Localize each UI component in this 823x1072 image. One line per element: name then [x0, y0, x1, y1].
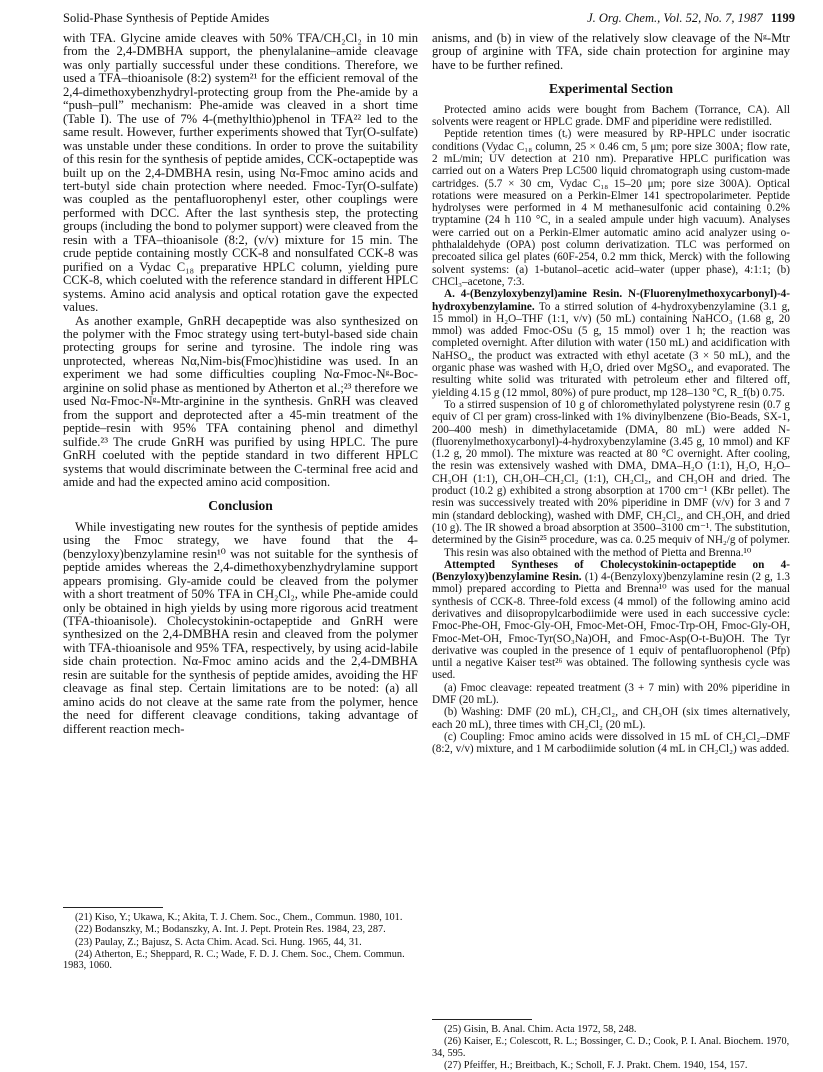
cycle-step: (b) Washing: DMF (20 mL), CH₂Cl₂, and CH₃OH (six times alternatively, each 20 mL), three times with CH₂Cl₂ (20 mL).: [432, 706, 790, 731]
body-paragraph: with TFA. Glycine amide cleaves with 50% TFA/CH₂Cl₂ in 10 min from the 2,4-DMBHA support, the phenylalanine–amide cleavage was only partially successful under these conditions. Therefore, we used a TFA–thioanisole (8:2) system²¹ for the efficient removal of the 2,4-dimethoxybenzhydryl-protecting group from the Phe-amide by a “push–pull” mechanism: Phe-amide was cleaved in a short time (Table I). The use of 7% 4-(methylthio)phenol in TFA²² led to the same result. However, further experiments showed that Tyr(O-sulfate) was unstable under these conditions. In order to prove the suitability of this resin for the synthesis of peptide amides, CCK-octapeptide was built up on the 2,4-DMBHA resin, using Nα-Fmoc amino acids and tert-butyl side chain protection where needed. Fmoc-Tyr(O-sulfate) was coupled as the pentafluorophenyl ester, other couplings were performed with DCC. After the last synthesis step, the protecting groups (including the bond to polymer support) were cleaved from the resin with a TFA–thioanisole (8:2, (v/v) mixture for 15 min. The crude peptide containing mostly CCK-8 and nonsulfated CCK-8 was purified on a Vydac C₁₈ preparative HPLC column, yielding pure CCK-8, which coeluted with the reference standard in different HPLC systems. Amino acid analysis and optical rotation gave the expected values.: [63, 31, 418, 315]
exp-paragraph: Protected amino acids were bought from Bachem (Torrance, CA). All solvents were reagent or HPLC grade. DMF and piperidine were redistilled.: [432, 103, 790, 129]
footnote: (24) Atherton, E.; Sheppard, R. C.; Wade, F. D. J. Chem. Soc., Chem. Commun. 1983, 1060.: [63, 948, 405, 972]
exp-paragraph: [432, 288, 790, 399]
exp-paragraph: This resin was also obtained with the method of Pietta and Brenna.¹⁰: [444, 546, 752, 559]
conclusion-paragraph: While investigating new routes for the synthesis of peptide amides using the Fmoc strategy, we have found that the 4-(benzyloxy)benzylamine resin¹⁰ was not suitable for the synthesis of peptide amides whereas the 2,4-dimethoxybenzhydrylamine support appears promising. Gly-amide could be cleaved from the polymer with a short treatment of 50% TFA in CH₂Cl₂, while Phe-amide could only be obtained in high yields by using more rigorous acid treatment (TFA-thioanisole). Cholecystokinin-octapeptide and GnRH were synthesized on the 2,4-DMBHA resin and cleaved from the polymer with TFA-thioanisole and 95% TFA, respectively, by using acid-labile side chain protection. Nα-Fmoc amino acids and the 2,4-DMBHA resin are suitable for the synthesis of peptide amides, avoiding the HF cleavage as final step. Certain limitations are to be noted: (a) all amino acids do not cleave at the same rate from the polymer, hence the need for different cleavage conditions, taking advantage of different reaction mech-: [63, 519, 418, 736]
right-footnotes: [432, 1024, 790, 1072]
exp-paragraph: Peptide retention times (tᵣ) were measured by RP-HPLC under isocratic conditions (Vydac C₁₈ column, 25 × 0.46 cm, 5 μm; pore size 300A; flow rate, 2 mL/min; UV detection at 210 nm). Preparative HPLC purification was carried out on a Waters Prep LC500 liquid chromatograph using custom-made cartridges. (5.7 × 30 cm, Vydac C₁₈ 15–20 μm; pore size 300A). Optical rotations were measured on a Perkin-Elmer 141 spectropolarimeter. Peptide hydrolyses were performed in 4 M methanesulfonic acid containing 0.2% tryptamine (24 h 110 °C, in a sealed ampule under high vacuum). Analyses were carried out on a Perkin-Elmer automatic amino acid analyzer using o-phthalaldehyde (OPA) post column derivatization. TLC was performed on precoated silica gel plates (60F-254, 0.2 mm thick, Merck) with the following solvent systems: (a) 1-butanol–acetic acid–water (upper phase), 4:1:1; (b) CHCl₃–acetone, 7:3.: [432, 128, 790, 288]
footnote: (21) Kiso, Y.; Ukawa, K.; Akita, T. J. Chem. Soc., Chem., Commun. 1980, 101.: [75, 912, 403, 923]
footnote: (23) Paulay, Z.; Bajusz, S. Acta Chim. Acad. Sci. Hung. 1965, 44, 31.: [75, 936, 362, 948]
footnote-rule: [63, 907, 163, 908]
experimental-heading: Experimental Section: [548, 81, 674, 97]
body-paragraph: As another example, GnRH decapeptide was also synthesized on the polymer with the Fmoc strategy using tert-butyl-based side chain protecting groups for serine and tyrosine. The indole ring was unprotected, whereas Nα,Nim-bis(Fmoc)histidine was used. In an experiment we had some difficulties coupling Nα-Fmoc-Nᵍ-Boc-arginine on solid phase as mentioned by Atherton et al.;²³ therefore we used Nα-Fmoc-Nᵍ-Mtr-arginine in the synthesis. GnRH was cleaved from the support and deprotected after a 45-min treatment of the peptide–resin with 95% TFA containing phenol and dimethyl sulfide.²³ The crude GnRH was purified by using HPLC. The pure GnRH coeluted with the peptide standard in two different HPLC systems that would discriminate between the C-terminal free acid and amide and had the expected amino acid composition.: [63, 313, 418, 489]
left-column: [63, 32, 418, 736]
running-title: Solid-Phase Synthesis of Peptide Amides: [63, 11, 270, 25]
cycle-step: (a) Fmoc cleavage: repeated treatment (3 + 7 min) with 20% piperidine in DMF (20 mL).: [432, 681, 790, 707]
attempted-text: (1) 4-(Benzyloxy)benzylamine resin (2 g, 1.3 mmol) prepared according to Pietta and Brenna¹⁰ was used for the manual synthesis of CCK-8. Three-fold excess (4 mmol) of the following amino acid derivatives and diisopropylcarbodiimide were used in each successive cycle: Fmoc-Phe-OH, Fmoc-Gly-OH, Fmoc-Met-OH, Fmoc-Trp-OH, Fmoc-Gly-OH, Fmoc-Met-OH, Fmoc-Tyr(SO₃Na)OH, and Fmoc-Asp(O-t-Bu)OH. The Tyr derivative was coupled in the presence of 1 equiv of pentafluorophenol (Pfp) until a negative Kaiser test²⁶ was obtained. The following synthesis cycle was used.: [432, 571, 790, 682]
footnote: (22) Bodanszky, M.; Bodanszky, A. Int. J. Pept. Protein Res. 1984, 23, 287.: [75, 924, 386, 936]
right-column: [432, 32, 790, 756]
left-footnotes: [63, 912, 418, 972]
footnote: (27) Pfeiffer, H.; Breitbach, K.; Scholl, F. J. Prakt. Chem. 1940, 154, 157.: [444, 1059, 748, 1071]
section-a-title: A. 4-(Benzyloxybenzyl)amine Resin. N-(Fluorenylmethoxycarbonyl)-4-hydroxybenzylamine.: [432, 288, 790, 313]
exp-paragraph: To a stirred suspension of 10 g of chloromethylated polystyrene resin (0.7 g equiv of Cl per gram) cross-linked with 1% divinylbenzene (Bio-Beads, SX-1, 200–400 mesh) in dimethylacetamide (DMA, 80 mL) were added N-(fluorenylmethoxycarbonyl)-4-hydroxybenzylamine (3.45 g, 10 mmol) and KF (1.2 g, 20 mmol). The mixture was reacted at 80 °C overnight. After cooling, the resin was extensively washed with DMA, DMA–H₂O (1:1), H₂O, H₂O–CH₃OH (1:1), CH₃OH–CH₂Cl₂ (1:1), CH₂Cl₂, and CH₃OH and dried. The product (10.2 g) exhibited a strong absorption at 1700 cm⁻¹ (KBr pellet). The resin was successively treated with 20% piperidine in DMF (v/v) for 3 and 7 min (standard deblocking), washed with DMF, CH₂Cl₂, and CH₃OH, and dried (10 g). The IR showed a broad absorption at 3500–3100 cm⁻¹. The substitution, determined by the Gisin²⁵ procedure, was ca. 0.25 mequiv of NH₂/g of polymer.: [432, 398, 790, 547]
exp-paragraph: [432, 559, 790, 682]
cycle-step: (c) Coupling: Fmoc amino acids were dissolved in 15 mL of CH₂Cl₂–DMF (8:2, v/v) mixture, and 1 M carbodiimide solution (4 mL in CH₂Cl₂) was added.: [432, 730, 790, 756]
page-number: 1199: [770, 11, 795, 25]
footnote-rule: [432, 1019, 532, 1020]
section-a-text: To a stirred solution of 4-hydroxybenzylamine (3.1 g, 15 mmol) in H₂O–THF (1:1, v/v) (50 mL) containing NaHCO₃ (1.68 g, 20 mmol) was added Fmoc-OSu (5 g, 15 mmol) over 1 h; the reaction was completed overnight. After dilution with water (150 mL) and acidification with NaHSO₄, the product was extracted with ethyl acetate (3 × 50 mL), and the organic phase was washed with H₂O, dried over MgSO₄, and evaporated. The resulting white solid was triturated with petroleum ether and filtered off, yielding 4.15 g (12 mmol, 80%) of pure product, mp 128–130 °C, R_f(b) 0.75.: [432, 300, 790, 399]
journal-header: [587, 10, 795, 26]
body-paragraph: anisms, and (b) in view of the relatively slow cleavage of the Nᵍ-Mtr group of arginine with TFA, side chain protection for arginine may have to be further refined.: [432, 31, 790, 72]
footnote: (25) Gisin, B. Anal. Chim. Acta 1972, 58, 248.: [444, 1024, 637, 1035]
journal-citation: J. Org. Chem., Vol. 52, No. 7, 1987: [587, 11, 763, 25]
attempted-title: Attempted Syntheses of Cholecystokinin-octapeptide on 4-(Benzyloxy)benzylamine Resin.: [432, 558, 790, 584]
conclusion-heading: Conclusion: [208, 498, 273, 514]
footnote: (26) Kaiser, E.; Colescott, R. L.; Bossinger, C. D.; Cook, P. I. Anal. Biochem. 1970, 34, 595.: [432, 1036, 790, 1059]
